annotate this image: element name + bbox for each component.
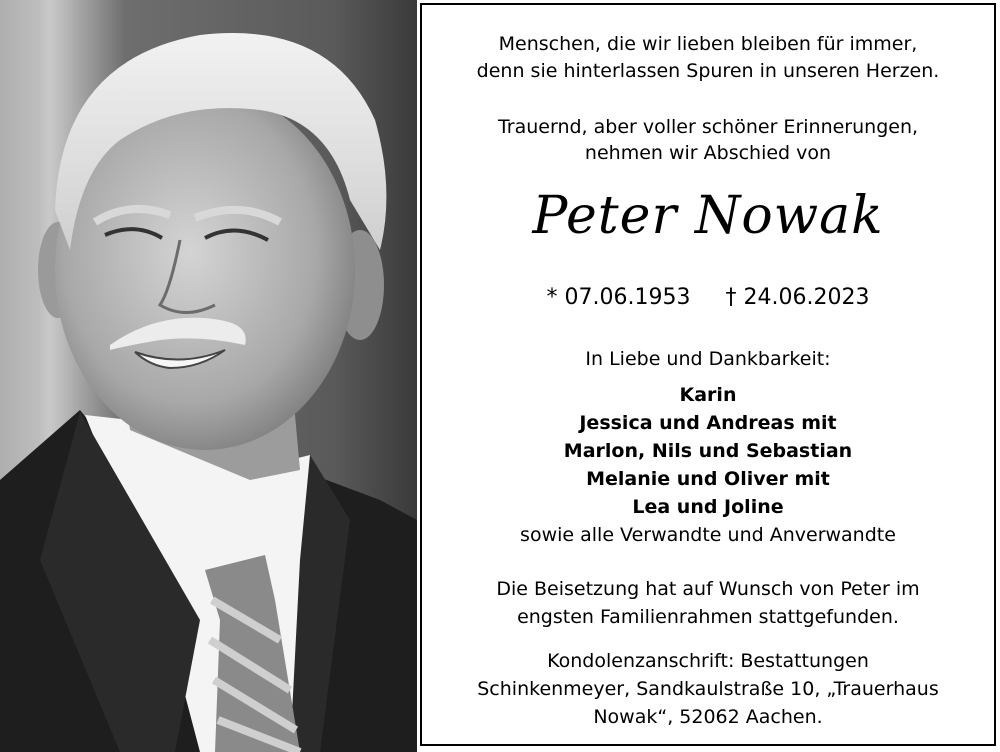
address-line-1: Kondolenzanschrift: Bestattungen [547,650,869,672]
burial-line-2: engsten Familienrahmen stattgefunden. [517,606,899,628]
address-line-2: Schinkenmeyer, Sandkaulstraße 10, „Trauerhaus [477,678,939,700]
portrait-photo [0,0,417,752]
family-line-1: Karin [679,384,737,406]
burial-line-1: Die Beisetzung hat auf Wunsch von Peter im [496,578,920,600]
family-line-2: Jessica und Andreas mit [579,412,837,434]
address-line-3: Nowak“, 52062 Aachen. [593,706,823,728]
family-line-3: Marlon, Nils und Sebastian [563,440,853,462]
love-line: In Liebe und Dankbarkeit: [585,348,831,370]
deceased-name: Peter Nowak [532,186,884,246]
birth-date: * 07.06.1953 [546,285,691,310]
intro-line-1: Trauernd, aber voller schöner Erinnerungen, [497,116,919,138]
family-line-4: Melanie und Oliver mit [586,468,830,490]
family-line-5: Lea und Joline [632,496,784,518]
obituary-frame [420,3,996,746]
life-dates [420,285,996,311]
quote-line-1: Menschen, die wir lieben bleiben für immer, [498,33,918,55]
quote-line-2: denn sie hinterlassen Spuren in unseren Herzen. [476,60,940,82]
relatives-line: sowie alle Verwandte und Anverwandte [520,524,896,546]
death-date: † 24.06.2023 [725,285,870,310]
intro-line-2: nehmen wir Abschied von [584,142,832,164]
